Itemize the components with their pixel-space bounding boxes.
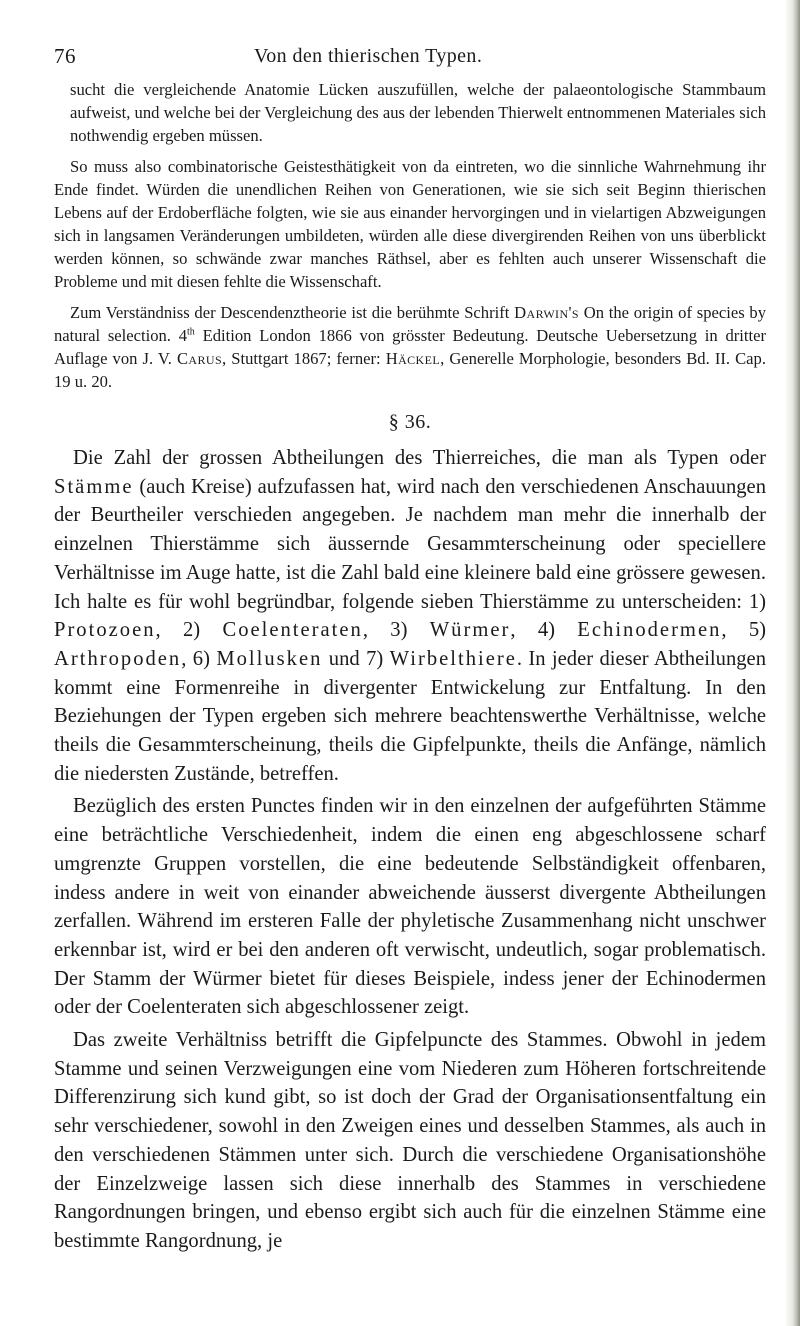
term-wuermer: Würmer (429, 619, 511, 642)
paragraph-gipfelpuncte: Das zweite Verhältniss betrifft die Gipfelpuncte des Stammes. Obwohl in jedem Stamme und seinen Verzweigungen eine vom Niederen zum Höheren fortschreitende Differenzirung sich kund gibt, so ist doch der Grad der Organisationsentfaltung ein sehr verschiedener, sowohl in den Zweigen eines und desselben Stammes, als auch in den verschiedenen Stämmen unter sich. Durch die verschiedene Organisationshöhe der Einzelzweige lassen sich diese innerhalb des Stammes in verschiedene Rangordnungen bringen, und ebenso ergibt sich auch für die einzelnen Stämme eine bestimmte Rangordnung, je (54, 1029, 766, 1252)
term-wirbelthiere: Wirbelthiere (389, 647, 517, 670)
term-protozoen: Protozoen (54, 619, 156, 642)
term-mollusken: Mollusken (216, 647, 323, 670)
term-coelenteraten: Coelenteraten (222, 619, 363, 642)
small-paragraph-2: So muss also combinatorische Geistesthätigkeit von da eintreten, wo die sinnliche Wahrnehmung ihr Ende findet. Würden die unendlichen Reihen von Generationen, wie sie sich seit Beginn thierischen Lebens auf der Erdoberfläche folgten, wie sie aus einander hervorgingen und in vielartigen Abzweigungen sich in langsamen Veränderungen umbildeten, würden alle diese divergirenden Reihen von uns überblickt werden können, so schwände zwar manches Räthsel, aber es fehlten auch unserer Wissenschaft die Probleme und mit diesen fehlte die Wissenschaft. (54, 157, 766, 291)
page-number: 76 (54, 44, 76, 68)
small-paragraph-1: sucht die vergleichende Anatomie Lücken auszufüllen, welche der palaeontologische Stammbaum aufweist, und welche bei der Vergleichung des aus der lebenden Thierwelt entnommenen Materiales sich nothwendig ergeben müssen. (70, 80, 766, 145)
section-heading: § 36. (388, 411, 432, 433)
paragraph-erster-punct: Bezüglich des ersten Punctes finden wir in den einzelnen der aufgeführten Stämme eine beträchtliche Verschiedenheit, indem die einen eng abgeschlossene scharf umgrenzte Gruppen vorstellen, die eine bedeutende Selbständigkeit offenbaren, indess andere in weit von einander abweichende äusserst divergente Abtheilungen zerfallen. Während im ersteren Falle der phyletische Zusammenhang nicht unschwer erkennbar ist, wird er bei den anderen oft verwischt, undeutlich, sogar problematisch. Der Stamm der Würmer bietet für dieses Beispiele, indess jener der Echinodermen oder der Coelenteraten sich abgeschlossener zeigt. (54, 795, 766, 1019)
running-head (54, 44, 766, 74)
author-darwin: Darwin's (514, 303, 579, 322)
term-arthropoden: Arthropoden (54, 647, 182, 670)
running-title: Von den thierischen Typen. (254, 45, 483, 67)
term-staemme: Stämme (54, 475, 134, 498)
author-haeckel: Häckel (385, 349, 441, 368)
book-page (54, 0, 766, 1256)
reference-note: Zum Verständniss der Descendenztheorie ist die berühmte Schrift Darwin's On the origin of species by natural selection. 4th Edition London 1866 von grösster Bedeutung. Deutsche Uebersetzung in dritter Auflage von J. V. Carus, Stuttgart 1867; ferner: Häckel, Generelle Morphologie, besonders Bd. II. Cap. 19 u. 20. (54, 303, 766, 391)
author-carus: Carus (176, 349, 223, 368)
page-edge-shadow (786, 0, 800, 1326)
paragraph-typen: Die Zahl der grossen Abtheilungen des Thierreiches, die man als Typen oder Stämme (auch Kreise) aufzufassen hat, wird nach den verschiedenen Anschauungen der Beurtheiler verschieden angegeben. Je nachdem man mehr die innerhalb der einzelnen Thierstämme sich äussernde Gesammterscheinung oder speciellere Verhältnisse im Auge hatte, ist die Zahl bald eine kleinere bald eine grössere gewesen. Ich halte es für wohl begründbar, folgende sieben Thierstämme zu unterscheiden: 1) Protozoen, 2) Coelenteraten, 3) Würmer, 4) Echinodermen, 5) Arthropoden, 6) Mollusken und 7) Wirbelthiere. In jeder dieser Abtheilungen kommt eine Formenreihe in divergenter Entwickelung zur Entfaltung. In den Beziehungen der Typen ergeben sich mehrere beachtenswerthe Verhältnisse, welche theils die Gesammterscheinung, theils die Gipfelpunkte, theils die Anfänge, nämlich die niedersten Zustände, betreffen. (54, 447, 767, 785)
term-echinodermen: Echinodermen (577, 619, 722, 642)
